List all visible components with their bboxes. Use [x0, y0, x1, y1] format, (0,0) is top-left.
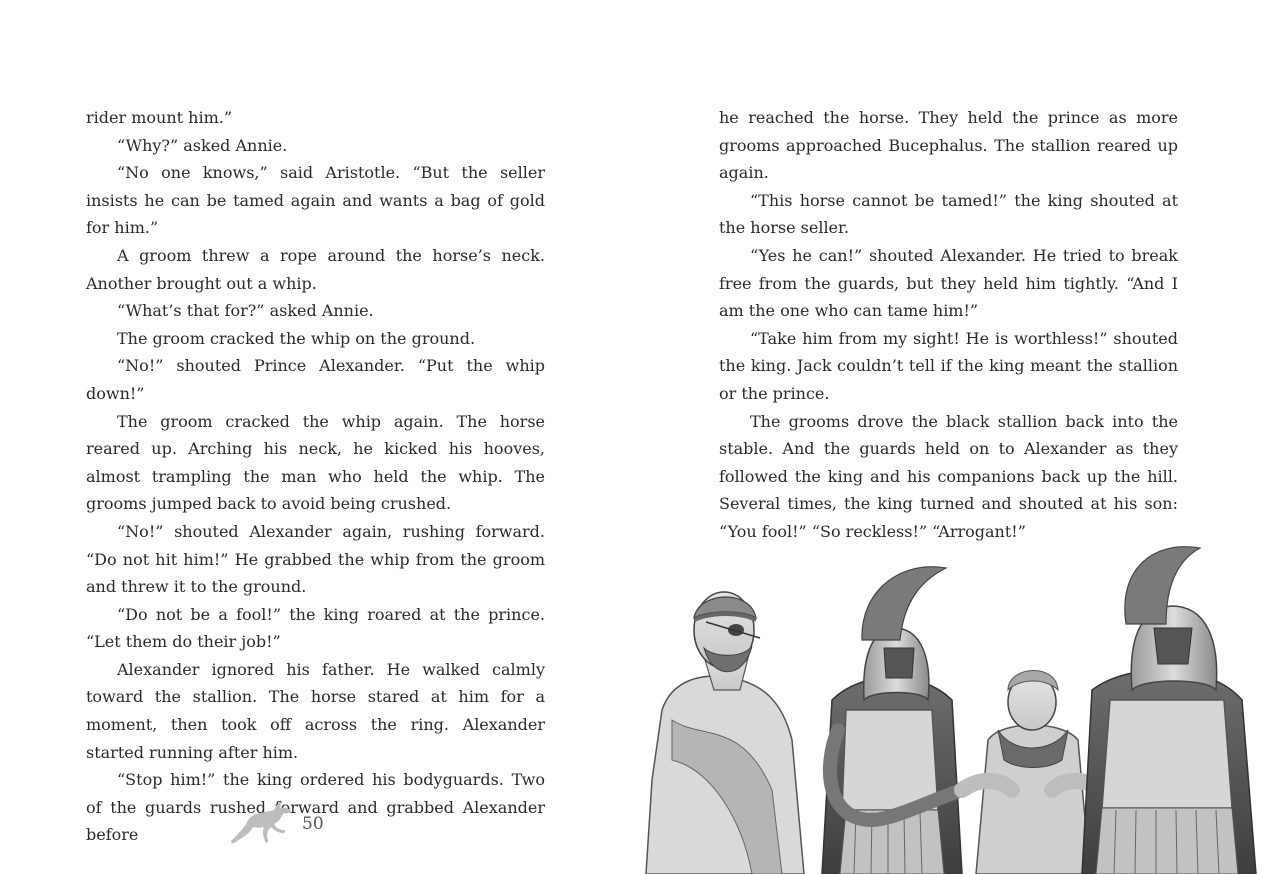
paragraph: Alexander ignored his father. He walked calmly toward the stallion. The horse stared at him for a moment, then took off across the ring. Alexander started running after him.	[86, 659, 545, 762]
paragraph: “Why?” asked Annie.	[117, 135, 288, 155]
paragraph: rider mount him.”	[86, 108, 232, 127]
paragraph: he reached the horse. They held the prince as more grooms approached Bucephalus. The stallion reared up again.	[719, 108, 1178, 183]
king-guards-prince-illustration	[632, 540, 1264, 874]
left-page-text	[86, 104, 545, 849]
paragraph: “No!” shouted Alexander again, rushing forward. “Do not hit him!” He grabbed the whip from the groom and threw it to the ground.	[86, 521, 545, 597]
paragraph: “What’s that for?” asked Annie.	[117, 301, 374, 321]
paragraph: A groom threw a rope around the horse’s neck. Another brought out a whip.	[86, 245, 545, 293]
paragraph: “Yes he can!” shouted Alexander. He tried to break free from the guards, but they held him tightly. “And I am the one who can tame him!”	[719, 245, 1178, 321]
right-page-text	[719, 104, 1178, 546]
page-folio	[228, 800, 324, 848]
paragraph: The grooms drove the black stallion back into the stable. And the guards held on to Alexander as they followed the king and his companions back up the hill. Several times, the king turned and shouted at his son: “You fool!” “So reckless!” “Arrogant!”	[719, 411, 1178, 541]
prince-figure	[962, 670, 1102, 874]
paragraph: The groom cracked the whip again. The horse reared up. Arching his neck, he kicked his hooves, almost trampling the man who held the whip. The grooms jumped back to avoid being crushed.	[86, 411, 545, 514]
paragraph: The groom cracked the whip on the ground.	[117, 328, 476, 348]
paragraph: “Take him from my sight! He is worthless!” shouted the king. Jack couldn’t tell if the king meant the stallion or the prince.	[719, 328, 1178, 403]
paragraph: “Do not be a fool!” the king roared at the prince. “Let them do their job!”	[86, 604, 545, 652]
paragraph: “No one knows,” said Aristotle. “But the seller insists he can be tamed again and wants a bag of gold for him.”	[86, 163, 545, 238]
running-horse-icon	[228, 800, 296, 848]
paragraph: “This horse cannot be tamed!” the king shouted at the horse seller.	[719, 190, 1178, 238]
paragraph: “Stop him!” the king ordered his bodyguards. Two of the guards rushed forward and grabbed Alexander before	[86, 770, 545, 845]
king-figure	[646, 592, 804, 874]
guard-figure-right	[1082, 547, 1256, 874]
guard-figure-left	[822, 567, 962, 874]
page-number: 50	[302, 814, 324, 834]
paragraph: “No!” shouted Prince Alexander. “Put the whip down!”	[86, 356, 545, 403]
